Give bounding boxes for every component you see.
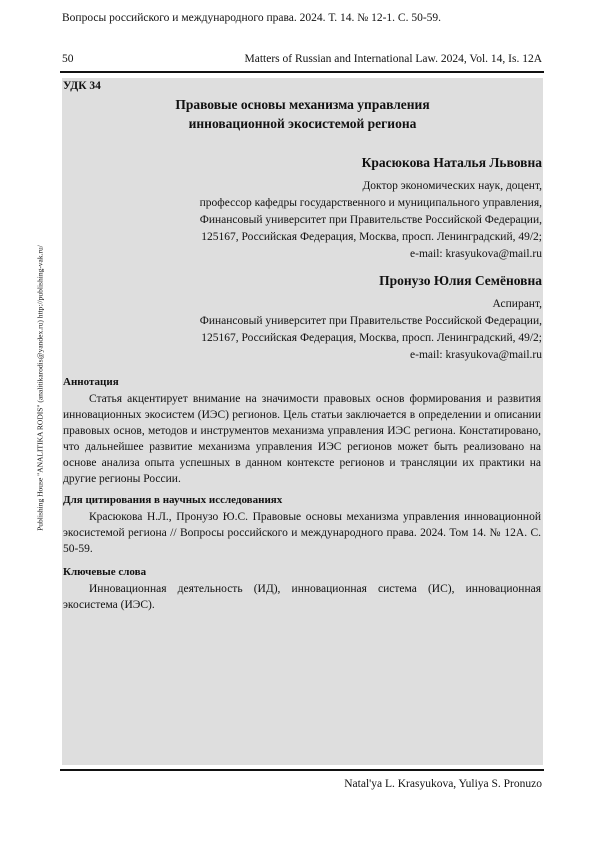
abstract-heading: Аннотация (63, 376, 119, 388)
page-number: 50 (62, 53, 74, 65)
journal-header-en: Matters of Russian and International Law. 2024, Vol. 14, Is. 12A (244, 53, 542, 65)
footer-authors-en: Natal'ya L. Krasyukova, Yuliya S. Pronuzo (344, 778, 542, 790)
footer-rule (60, 769, 544, 771)
udk-code: УДК 34 (63, 80, 101, 92)
abstract-text: Статья акцентирует внимание на значимости правовых основ формирования и развития инновационных экосистем (ИЭС) регионов. Цель статьи заключается в определении и описании правовых основ, методов и инструментов механизма управления ИЭС региона. Констатировано, что дальнейшее развитие механизма управления ИЭС регионов может быть реализовано на основе анализа опыта успешных в данном контексте регионов и трансляции их практики на другие регионы России. (63, 393, 541, 485)
author-affiliation-1 (200, 178, 542, 263)
article-title (62, 95, 543, 133)
affiliation-line: 125167, Российская Федерация, Москва, просп. Ленинградский, 49/2; (201, 231, 542, 243)
author-name-1: Красюкова Наталья Львовна (361, 155, 542, 170)
affiliation-line: 125167, Российская Федерация, Москва, просп. Ленинградский, 49/2; (201, 332, 542, 344)
keywords-text: Инновационная деятельность (ИД), инновационная система (ИС), инновационная экосистема (ИЭС). (63, 583, 541, 611)
publisher-side-label: Publishing House "ANALITIKA RODIS" (analitikarodis@yandex.ru) http://publishing-vak.ru/ (35, 245, 45, 531)
affiliation-line: Финансовый университет при Правительстве Российской Федерации, (199, 315, 542, 327)
affiliation-line: Аспирант, (492, 298, 542, 310)
author-name-2: Пронузо Юлия Семёновна (379, 273, 542, 288)
title-line: Правовые основы механизма управления (175, 97, 430, 112)
header-rule (60, 71, 544, 73)
journal-header-ru: Вопросы российского и международного права. 2024. Т. 14. № 12-1. С. 50-59. (62, 12, 442, 24)
author-email: e-mail: krasyukova@mail.ru (410, 248, 542, 260)
citation-heading: Для цитирования в научных исследованиях (63, 494, 283, 506)
title-line: инновационной экосистемой региона (188, 116, 417, 131)
citation-text: Красюкова Н.Л., Пронузо Ю.С. Правовые основы механизма управления инновационной экосистемой региона // Вопросы российского и международного права. 2024. Том 14. № 12А. С. 50-59. (63, 511, 541, 555)
author-affiliation-2 (200, 296, 542, 364)
affiliation-line: профессор кафедры государственного и муниципального управления, (199, 197, 542, 209)
author-email: e-mail: krasyukova@mail.ru (410, 349, 542, 361)
affiliation-line: Доктор экономических наук, доцент, (362, 180, 542, 192)
affiliation-line: Финансовый университет при Правительстве Российской Федерации, (199, 214, 542, 226)
keywords-heading: Ключевые слова (63, 566, 147, 578)
